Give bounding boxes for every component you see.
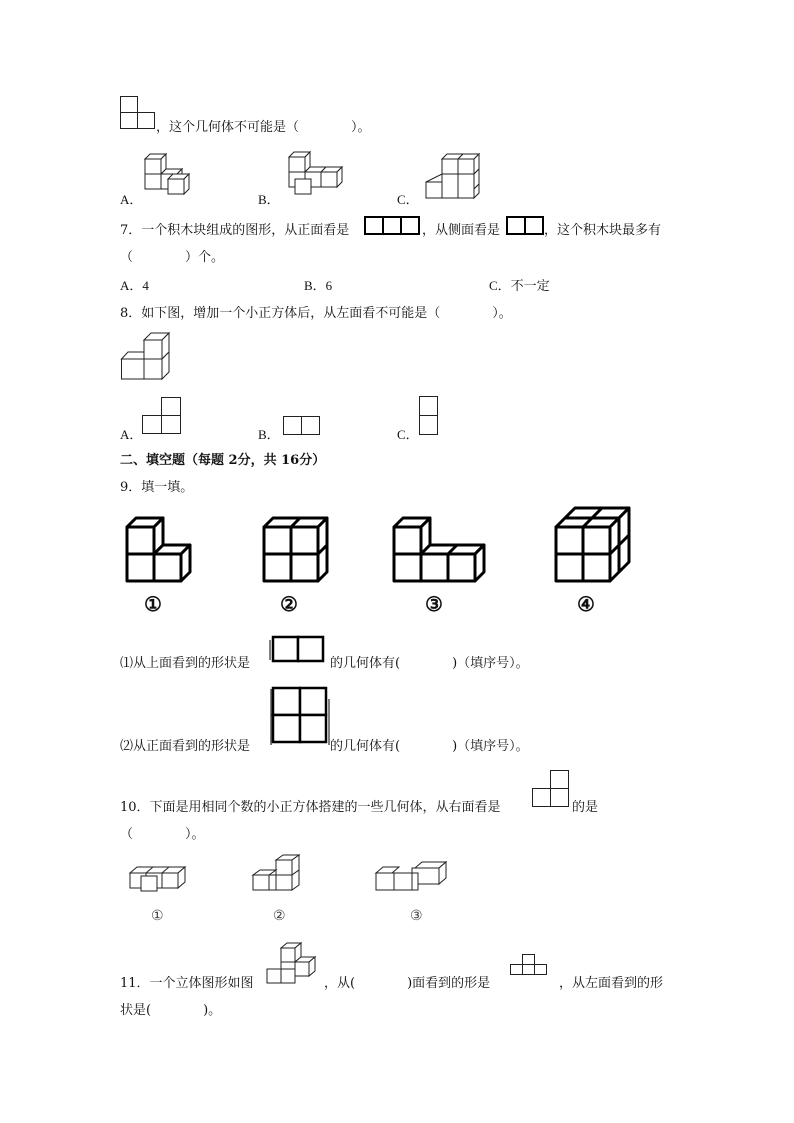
q10-figure-number-2: ②: [273, 908, 286, 924]
q9-figure-3: [391, 514, 491, 584]
q10-figure-2: [252, 854, 312, 894]
q8-option-c-figure: [419, 396, 441, 438]
q9-part2-head: ⑵从正面看到的形状是: [120, 739, 251, 754]
q6-option-a: A．: [120, 192, 143, 207]
q11-stem-mid: ，从( )面看到的形是: [324, 976, 491, 991]
q9-figure-number-4: ④: [577, 592, 595, 616]
q8-figure: [121, 332, 176, 384]
q9-figure-1: [124, 514, 199, 584]
q9-figure-number-2: ②: [280, 592, 298, 616]
q10-line2: （ ）。: [120, 827, 205, 842]
q9-figure-2: [261, 514, 336, 584]
q7-option-b: B．6: [304, 278, 333, 293]
q7-stem-mid: ，从侧面看是: [422, 223, 501, 238]
q7-option-c: C．不一定: [489, 278, 550, 293]
q6-option-b: B．: [258, 192, 280, 207]
q11-stem-tail: ，从左面看到的形: [559, 976, 664, 991]
q6-option-c-figure: [424, 154, 494, 202]
q10-figure-number-1: ①: [151, 908, 164, 924]
q11-line2: 状是( )。: [120, 1003, 222, 1018]
q6-view-shape: [120, 96, 160, 130]
q9-figure-4: [553, 504, 638, 584]
q7-stem: 7．一个积木块组成的图形，从正面看是: [120, 223, 350, 238]
q7-line2: （ ）个。: [120, 250, 225, 265]
q8-option-b-figure: [283, 416, 323, 438]
q7-stem-tail: ，这个积木块最多有: [544, 223, 662, 238]
q11-view-shape: [510, 954, 550, 978]
q10-right-view: [532, 770, 572, 810]
q8-stem: 8．如下图，增加一个小正方体后，从左面看不可能是（ ）。: [120, 306, 512, 321]
q9-part2-front-view: [269, 685, 333, 749]
q11-stem: 11．一个立体图形如图: [120, 976, 254, 991]
q8-option-b: B．: [258, 427, 280, 442]
q9-part1-head: ⑴从上面看到的形状是: [120, 656, 251, 671]
q6-option-c: C．: [397, 192, 419, 207]
q8-option-c: C．: [397, 427, 419, 442]
q10-stem: 10．下面是用相同个数的小正方体搭建的一些几何体，从右面看是: [120, 800, 501, 815]
q7-option-a: A．4: [120, 278, 149, 293]
q9-part1-tail: 的几何体有( )（填序号）。: [330, 656, 529, 671]
section-title: 二、填空题（每题 2分，共 16分）: [120, 453, 326, 468]
q6-option-a-figure: [142, 154, 197, 199]
q7-front-view: [364, 216, 424, 236]
q9-part1-top-view: [269, 634, 331, 666]
q9-figure-number-3: ③: [425, 592, 443, 616]
q10-figure-3: [375, 860, 455, 894]
q8-option-a: A．: [120, 427, 143, 442]
q10-stem-tail: 的是: [572, 800, 599, 815]
q10-figure-number-3: ③: [410, 908, 423, 924]
q10-figure-1: [129, 864, 194, 894]
q6-option-b-figure: [286, 152, 346, 197]
q9-part2-tail: 的几何体有( )（填序号）。: [330, 739, 529, 754]
q8-option-a-figure: [142, 397, 184, 437]
q9-figure-number-1: ①: [144, 592, 162, 616]
q11-solid-figure: [266, 942, 321, 987]
q7-side-view: [506, 216, 548, 236]
q6-stem-tail: ，这个几何体不可能是（ ）。: [156, 120, 371, 135]
q9-stem: 9．填一填。: [120, 480, 194, 495]
